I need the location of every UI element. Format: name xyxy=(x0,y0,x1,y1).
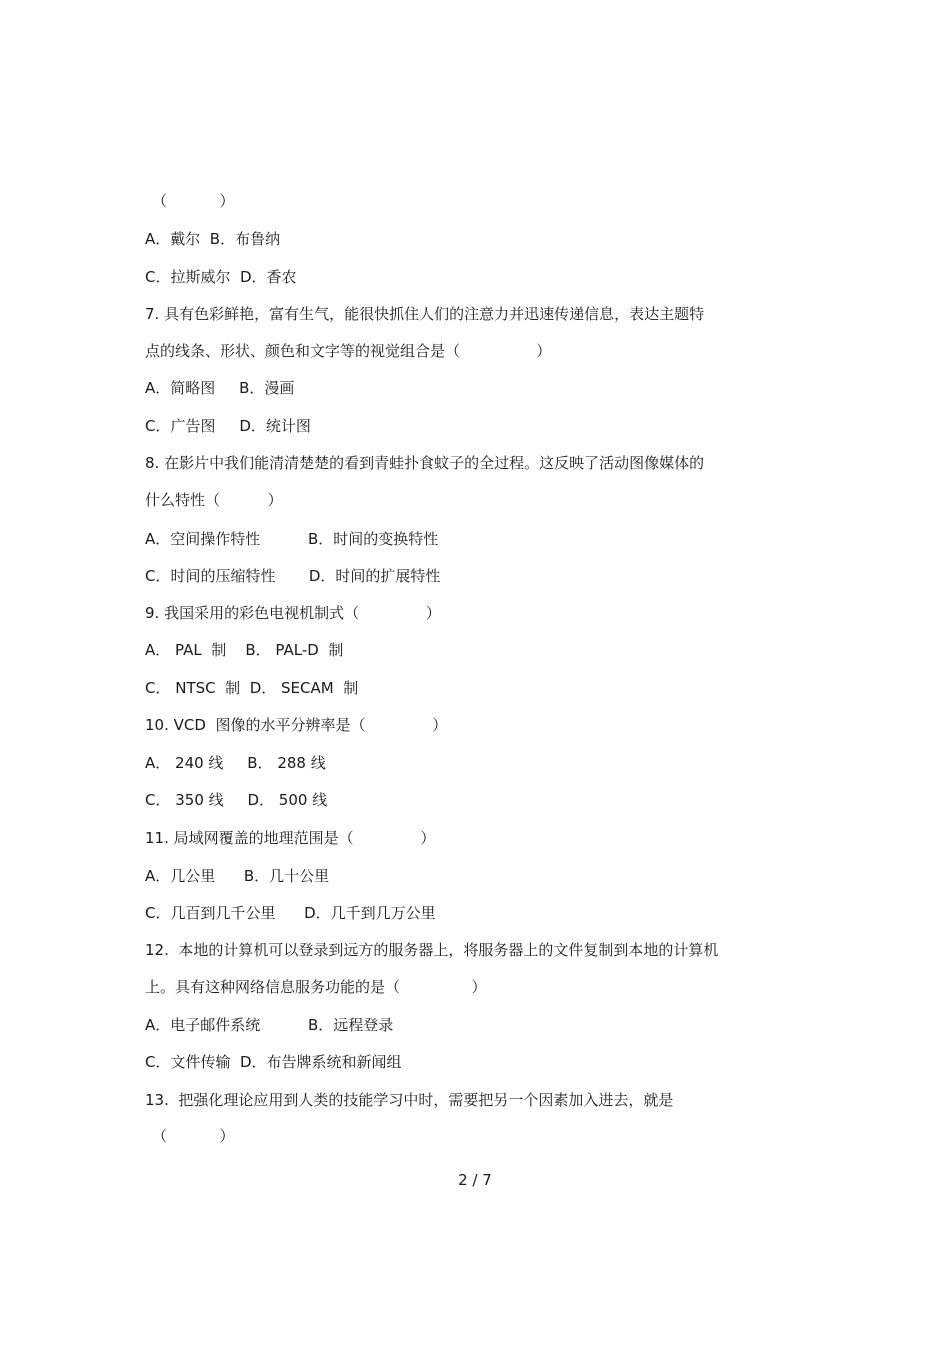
option-line: C．几百到几千公里 D．几千到几万公里 xyxy=(145,904,436,922)
question-7-cont: 点的线条、形状、颜色和文字等的视觉组合是（ ） xyxy=(145,342,552,360)
question-8: 8. 在影片中我们能清清楚楚的看到青蛙扑食蚊子的全过程。这反映了活动图像媒体的 xyxy=(145,454,705,472)
question-13: 13. 把强化理论应用到人类的技能学习中时，需要把另一个因素加入进去，就是 xyxy=(145,1091,674,1109)
option-line: C． NTSC 制 D． SECAM 制 xyxy=(145,679,359,697)
option-line: A． PAL 制 B． PAL-D 制 xyxy=(145,641,344,659)
option-line: A．几公里 B．几十公里 xyxy=(145,867,330,885)
option-line: C．广告图 D．统计图 xyxy=(145,417,311,435)
question-8-cont: 什么特性（ ） xyxy=(145,491,283,509)
question-10: 10. VCD 图像的水平分辨率是（ ） xyxy=(145,716,448,734)
question-12-cont: 上。具有这种网络信息服务功能的是（ ） xyxy=(145,978,487,996)
question-12: 12. 本地的计算机可以登录到远方的服务器上，将服务器上的文件复制到本地的计算机 xyxy=(145,941,719,959)
question-9: 9. 我国采用的彩色电视机制式（ ） xyxy=(145,604,441,622)
page-number: 2 / 7 xyxy=(458,1171,492,1189)
option-line: A． 240 线 B． 288 线 xyxy=(145,754,326,772)
option-line: A．戴尔 B．布鲁纳 xyxy=(145,230,281,248)
option-line: C．拉斯威尔 D．香农 xyxy=(145,268,297,286)
option-line: A．电子邮件系统 B．远程登录 xyxy=(145,1016,394,1034)
question-7: 7. 具有色彩鲜艳，富有生气，能很快抓住人们的注意力并迅速传递信息，表达主题特 xyxy=(145,305,705,323)
option-line: A．空间操作特性 B．时间的变换特性 xyxy=(145,530,439,548)
question-11: 11. 局域网覆盖的地理范围是（ ） xyxy=(145,829,436,847)
option-line: C．时间的压缩特性 D．时间的扩展特性 xyxy=(145,567,441,585)
answer-blank: （ ） xyxy=(152,1127,235,1145)
option-line: C． 350 线 D． 500 线 xyxy=(145,791,328,809)
answer-blank: （ ） xyxy=(152,192,235,210)
option-line: A．简略图 B．漫画 xyxy=(145,379,295,397)
option-line: C．文件传输 D．布告牌系统和新闻组 xyxy=(145,1053,402,1071)
